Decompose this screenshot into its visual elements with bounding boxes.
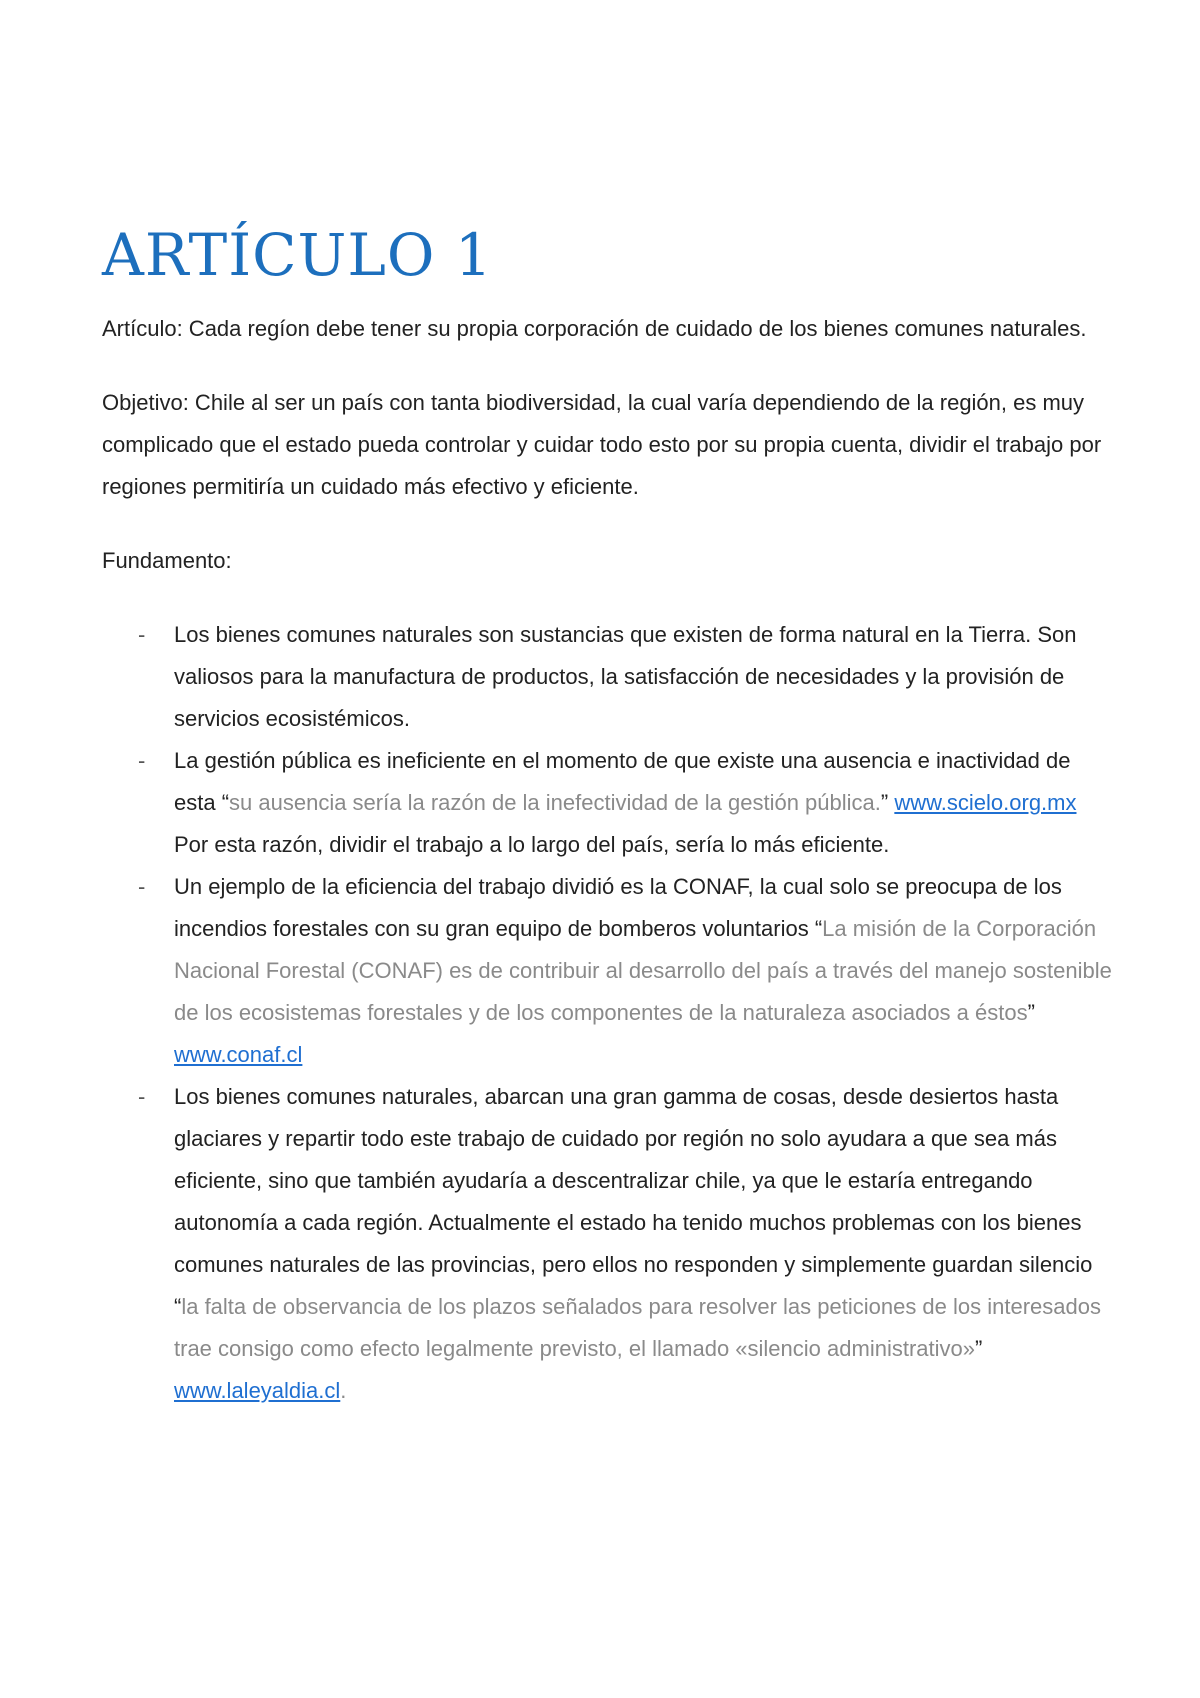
list-item [102, 740, 1112, 866]
bullet-text-after: . [340, 1378, 347, 1403]
bullet-text: Un ejemplo de la eficiencia del trabajo dividió es la CONAF, la cual solo se preocupa de los incendios forestales con su gran equipo de bomberos voluntarios “ [174, 874, 1062, 941]
quote-text: la falta de observancia de los plazos señalados para resolver las peticiones de los interesados trae consigo como efecto legalmente previsto, el llamado «silencio administrativo» [174, 1294, 1101, 1361]
bullet-dash: - [138, 622, 146, 647]
objetivo-paragraph: Objetivo: Chile al ser un país con tanta biodiversidad, la cual varía dependiendo de la región, es muy complicado que el estado pueda controlar y cuidar todo esto por su propia cuenta, dividir el trabajo por regiones permitiría un cuidado más efectivo y eficiente. [102, 390, 1102, 499]
articulo-paragraph: Artículo: Cada regíon debe tener su propia corporación de cuidado de los bienes comunes naturales. [102, 316, 1087, 341]
document-title: ARTÍCULO 1 [102, 221, 493, 289]
bullet-dash: - [138, 874, 146, 899]
quote-text: La misión de la Corporación Nacional Forestal (CONAF) es de contribuir al desarrollo del país a través del manejo sostenible de los ecosistemas forestales y de los componentes de la naturaleza asociados a éstos [174, 916, 1112, 1025]
list-item [102, 614, 1112, 740]
laleyaldia-link[interactable]: www.laleyaldia.cl [174, 1378, 341, 1403]
conaf-link[interactable]: www.conaf.cl [174, 1042, 303, 1067]
list-item [102, 1076, 1112, 1412]
bullet-text: Los bienes comunes naturales, abarcan una gran gamma de cosas, desde desiertos hasta glaciares y repartir todo este trabajo de cuidado por región no solo ayudara a que sea más eficiente, sino que también ayudaría a descentralizar chile, ya que le estaría entregando autonomía a cada región. Actualmente el estado ha tenido muchos problemas con los bienes comunes naturales de las provincias, pero ellos no responden y simplemente guardan silencio “ [174, 1084, 1093, 1319]
quote-text: su ausencia sería la razón de la inefectividad de la gestión pública. [229, 790, 881, 815]
bullet-dash: - [138, 1084, 146, 1109]
scielo-link[interactable]: www.scielo.org.mx [894, 790, 1077, 815]
bullet-text: Los bienes comunes naturales son sustancias que existen de forma natural en la Tierra. Son valiosos para la manufactura de productos, la satisfacción de necesidades y la provisión de servicios ecosistémicos. [174, 622, 1077, 731]
bullet-text-after: Por esta razón, dividir el trabajo a lo largo del país, sería lo más eficiente. [174, 832, 890, 857]
quote-close: ” [974, 1336, 983, 1361]
document-body [102, 220, 1112, 1412]
bullet-dash: - [138, 748, 146, 773]
list-item [102, 866, 1112, 1076]
quote-close: ” [880, 790, 895, 815]
quote-close: ” [1027, 1000, 1035, 1025]
fundamento-label: Fundamento: [102, 548, 232, 573]
bullet-text: La gestión pública es ineficiente en el momento de que existe una ausencia e inactividad de esta “ [174, 748, 1071, 815]
fundamento-list [102, 614, 1112, 1412]
